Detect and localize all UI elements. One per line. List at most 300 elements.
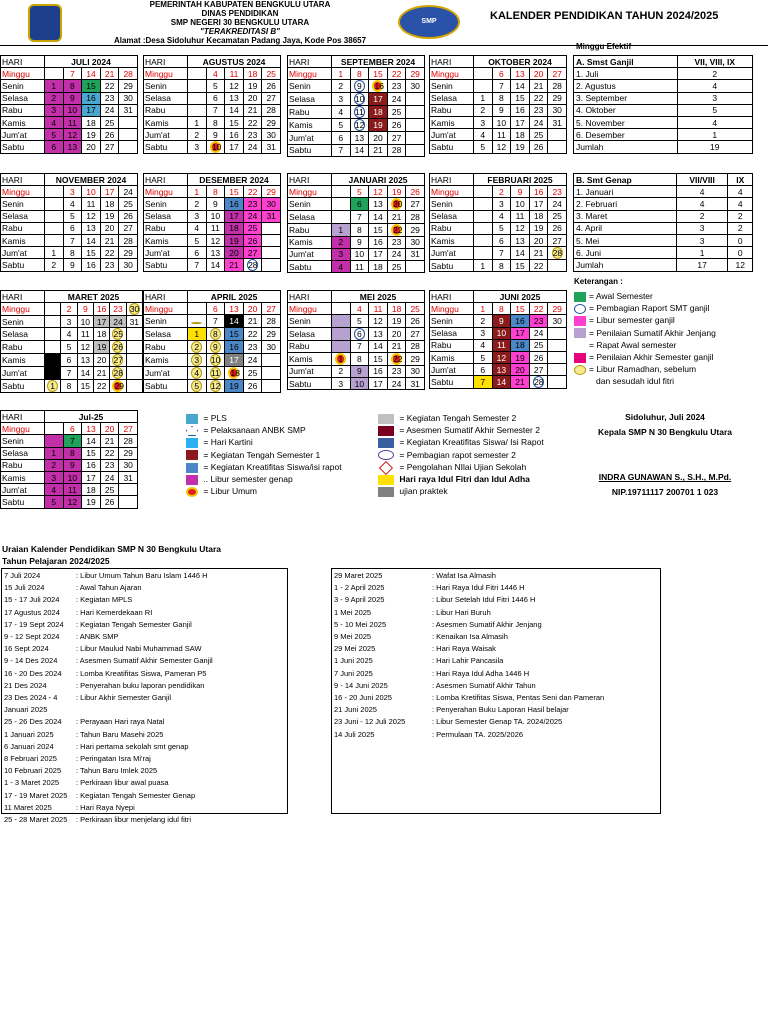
- date-cell: 2: [188, 129, 207, 141]
- date-cell: 19: [529, 222, 548, 234]
- summary-cell: 2: [728, 210, 753, 222]
- date-cell: 8: [63, 447, 82, 459]
- weekday-label: Kamis: [144, 353, 188, 366]
- date-cell: 15: [369, 352, 388, 365]
- date-cell: [350, 80, 369, 93]
- date-cell: 29: [119, 247, 138, 259]
- weekday-label: Rabu: [430, 339, 474, 351]
- date-cell: 16: [225, 129, 244, 141]
- weekday-label: Senin: [1, 198, 45, 210]
- date-cell: 21: [100, 68, 119, 80]
- weekday-label: Sabtu: [430, 141, 474, 153]
- date-cell: 24: [387, 93, 406, 106]
- summary-cell: 6. Juni: [574, 247, 677, 259]
- date-cell: 5: [61, 341, 77, 354]
- date-cell: 5: [63, 210, 82, 222]
- date-cell: 13: [369, 198, 388, 211]
- uraian-date: 1 Mei 2025: [334, 607, 372, 617]
- uraian-date: 16 - 20 Juni 2025: [334, 693, 392, 703]
- date-cell: [126, 380, 142, 393]
- date-cell: [387, 223, 406, 236]
- sign-role: Kepala SMP N 30 Bengkulu Utara: [598, 427, 732, 437]
- date-cell: 12: [369, 315, 388, 327]
- date-cell: 18: [387, 303, 406, 315]
- month-name: OKTOBER 2024: [474, 56, 567, 68]
- legend-item: [378, 461, 544, 473]
- hari-header: HARI: [430, 291, 474, 303]
- date-cell: 29: [548, 303, 567, 315]
- ring-icon: [574, 304, 586, 314]
- uraian-item: [334, 729, 658, 741]
- holiday-dot-icon: 18: [230, 367, 240, 378]
- summary-cell: 4: [728, 198, 753, 210]
- letterhead: [100, 0, 380, 45]
- month-table: [143, 173, 281, 272]
- date-cell: [45, 303, 61, 316]
- date-cell: 17: [225, 353, 244, 366]
- uraian-subtitle: Tahun Pelajaran 2024/2025: [2, 556, 110, 566]
- date-cell: [548, 327, 567, 339]
- keterangan-legend: [574, 290, 716, 388]
- weekday-label: Kamis: [430, 116, 474, 128]
- date-cell: 16: [369, 236, 388, 248]
- date-cell: 30: [262, 129, 281, 141]
- date-cell: [206, 353, 225, 366]
- date-cell: 3: [188, 210, 207, 222]
- date-cell: 14: [82, 234, 101, 246]
- weekday-label: Minggu: [1, 68, 45, 80]
- weekday-label: Senin: [1, 80, 45, 92]
- date-cell: 27: [406, 198, 425, 211]
- month-table: [0, 55, 138, 154]
- month-table: [143, 55, 281, 154]
- uraian-date: 8 Februari 2025: [4, 754, 57, 764]
- uraian-date: 21 Des 2024: [4, 680, 47, 690]
- date-cell: 21: [100, 435, 119, 447]
- month-name: MARET 2025: [45, 291, 143, 303]
- date-cell: [387, 198, 406, 211]
- date-cell: 13: [492, 364, 511, 376]
- date-cell: [188, 80, 207, 92]
- ring-purple-icon: [378, 450, 394, 460]
- weekday-label: Selasa: [288, 211, 332, 223]
- summary-cell: 4: [677, 116, 752, 128]
- weekday-label: Sabtu: [288, 260, 332, 272]
- date-cell: 28: [119, 68, 138, 80]
- date-cell: 21: [529, 80, 548, 92]
- date-cell: [45, 354, 61, 367]
- date-cell: 30: [119, 92, 138, 104]
- date-cell: 15: [511, 303, 530, 315]
- weekday-label: Senin: [1, 435, 45, 447]
- date-cell: 15: [225, 327, 244, 340]
- uraian-desc: : Perkiraan libur awal puasa: [76, 778, 169, 788]
- weekday-label: Sabtu: [1, 380, 45, 393]
- date-cell: 10: [350, 248, 369, 260]
- date-cell: 14: [225, 104, 244, 116]
- swatch-purple: [186, 475, 198, 485]
- date-cell: [206, 340, 225, 353]
- date-cell: [332, 211, 351, 223]
- legend-item: [574, 339, 716, 351]
- uraian-date: 1 - 3 Maret 2025: [4, 778, 60, 788]
- weekday-label: Sabtu: [430, 376, 474, 389]
- weekday-label: Rabu: [1, 222, 45, 234]
- date-cell: [262, 234, 281, 246]
- date-cell: 3: [45, 471, 64, 483]
- uraian-item: [334, 570, 658, 582]
- date-cell: 19: [387, 315, 406, 327]
- date-cell: 31: [119, 104, 138, 116]
- date-cell: [119, 129, 138, 141]
- date-cell: 20: [100, 222, 119, 234]
- date-cell: 25: [387, 260, 406, 272]
- month-table: [0, 290, 143, 393]
- date-cell: 2: [332, 80, 351, 93]
- date-cell: 14: [225, 315, 244, 327]
- date-cell: 3: [474, 327, 493, 339]
- date-cell: 19: [82, 129, 101, 141]
- holiday-dot-icon: [186, 487, 198, 497]
- date-cell: 15: [82, 447, 101, 459]
- date-cell: [332, 352, 351, 365]
- date-cell: 7: [188, 259, 207, 272]
- date-cell: 29: [119, 447, 138, 459]
- date-cell: 23: [387, 365, 406, 377]
- uraian-date: 5 - 10 Mei 2025: [334, 619, 387, 629]
- date-cell: 17: [82, 104, 101, 116]
- date-cell: 24: [243, 141, 262, 154]
- uraian-date: 7 Juni 2025: [334, 668, 373, 678]
- date-cell: 22: [529, 260, 548, 272]
- date-cell: 29: [119, 80, 138, 92]
- date-cell: 13: [350, 132, 369, 144]
- uraian-desc: : Kegiatan Tengah Semester Genap: [76, 790, 196, 800]
- weekday-label: Selasa: [1, 328, 45, 341]
- date-cell: 31: [119, 471, 138, 483]
- date-cell: 30: [406, 80, 425, 93]
- date-cell: [262, 379, 281, 392]
- date-cell: 2: [45, 92, 64, 104]
- uraian-item: [4, 802, 285, 814]
- weekday-label: Sabtu: [288, 144, 332, 156]
- summary-cell: 4: [676, 186, 728, 198]
- swatch-maroon: [378, 426, 394, 436]
- date-cell: 13: [369, 327, 388, 340]
- uraian-date: 9 - 14 Juni 2025: [334, 680, 388, 690]
- swatch-lavender: [574, 328, 586, 338]
- date-cell: [110, 380, 126, 393]
- uraian-item: [334, 655, 658, 667]
- legend-label: = Pembagian Raport SMT ganjil: [589, 303, 710, 314]
- weekday-label: Jum'at: [1, 367, 45, 380]
- uraian-desc: : Hari Raya Idul Fitri 1446 H: [432, 583, 525, 593]
- weekday-label: Senin: [430, 80, 474, 92]
- date-cell: 27: [262, 92, 281, 104]
- date-cell: 16: [82, 459, 101, 471]
- date-cell: 19: [225, 379, 244, 392]
- uraian-desc: : Permulaan TA. 2025/2026: [432, 729, 524, 739]
- date-cell: [548, 247, 567, 260]
- legend-item: [186, 436, 342, 448]
- date-cell: 27: [406, 327, 425, 340]
- date-cell: 9: [350, 236, 369, 248]
- uraian-date: 6 Januari 2024: [4, 741, 54, 751]
- date-cell: 12: [492, 351, 511, 363]
- uraian-item: [4, 680, 285, 692]
- date-cell: [474, 247, 493, 260]
- month-name: Jul-25: [45, 411, 138, 423]
- weekday-label: Senin: [144, 315, 188, 327]
- date-cell: [206, 141, 225, 154]
- date-cell: 29: [406, 352, 425, 365]
- date-cell: 18: [82, 116, 101, 128]
- date-cell: 15: [225, 186, 244, 198]
- date-cell: 12: [77, 341, 93, 354]
- date-cell: 10: [77, 316, 93, 328]
- date-cell: 4: [63, 198, 82, 210]
- date-cell: 13: [206, 247, 225, 259]
- legend-label: = Kegiatan Kreatifitas Siswa/ Isi Rapot: [399, 437, 544, 448]
- uraian-item: [4, 619, 285, 631]
- legend-item: [186, 473, 342, 485]
- swatch-navy: [378, 438, 394, 448]
- weekday-label: Kamis: [288, 236, 332, 248]
- uraian-desc: : ANBK SMP: [76, 632, 119, 642]
- date-cell: 23: [100, 259, 119, 271]
- swatch-teal: [186, 414, 198, 424]
- date-cell: 7: [63, 435, 82, 447]
- uraian-date: 1 Januari 2025: [4, 729, 54, 739]
- date-cell: 29: [262, 186, 281, 198]
- date-cell: [262, 353, 281, 366]
- date-cell: 3: [332, 93, 351, 106]
- date-cell: 26: [243, 379, 262, 392]
- date-cell: 6: [350, 198, 369, 211]
- uraian-date: 23 Des 2024 - 4 Januari 2025: [4, 693, 58, 715]
- month-name: DESEMBER 2024: [188, 174, 281, 186]
- summary-cell: 6. Desember: [574, 129, 678, 141]
- uraian-date: 9 - 12 Sept 2024: [4, 632, 60, 642]
- uraian-desc: : Perayaan Hari raya Natal: [76, 717, 165, 727]
- date-cell: 4: [474, 339, 493, 351]
- date-cell: 17: [225, 210, 244, 222]
- month-name: NOVEMBER 2024: [45, 174, 138, 186]
- month-name: JULI 2024: [45, 56, 138, 68]
- weekday-label: Sabtu: [1, 496, 45, 508]
- date-cell: [45, 423, 64, 435]
- date-cell: 17: [100, 186, 119, 198]
- date-cell: 3: [474, 116, 493, 128]
- date-cell: 1: [188, 186, 207, 198]
- date-cell: 1: [474, 260, 493, 272]
- date-cell: 7: [474, 376, 493, 389]
- date-cell: 3: [45, 104, 64, 116]
- date-cell: 28: [119, 435, 138, 447]
- date-cell: 15: [369, 223, 388, 236]
- date-cell: 30: [119, 459, 138, 471]
- sign-place: Sidoluhur, Juli 2024: [625, 412, 705, 422]
- date-cell: 10: [492, 116, 511, 128]
- uraian-date: 15 - 17 Juli 2024: [4, 595, 60, 605]
- date-cell: 17: [369, 93, 388, 106]
- date-cell: 18: [93, 328, 109, 341]
- date-cell: 3: [332, 377, 351, 389]
- circle-yellow-icon: 11: [210, 367, 220, 378]
- date-cell: 17: [511, 327, 530, 339]
- date-cell: 30: [262, 340, 281, 353]
- date-cell: 13: [63, 141, 82, 153]
- date-cell: 20: [529, 234, 548, 246]
- minggu-efektif-title: Minggu Efektif: [576, 42, 632, 51]
- date-cell: 10: [63, 104, 82, 116]
- date-cell: 27: [243, 247, 262, 259]
- date-cell: 18: [511, 129, 530, 141]
- date-cell: [119, 484, 138, 496]
- date-cell: 14: [369, 211, 388, 223]
- month-name: APRIL 2025: [188, 291, 281, 303]
- uraian-desc: : Hari Raya Nyepi: [76, 802, 135, 812]
- date-cell: 9: [350, 365, 369, 377]
- date-cell: [548, 129, 567, 141]
- date-cell: 31: [406, 377, 425, 389]
- page-title: KALENDER PENDIDIKAN TAHUN 2024/2025: [490, 10, 719, 22]
- date-cell: 21: [529, 247, 548, 260]
- date-cell: 8: [492, 303, 511, 315]
- summary-head: VII, VIII, IX: [677, 56, 752, 68]
- date-cell: 22: [529, 303, 548, 315]
- date-cell: [332, 340, 351, 352]
- date-cell: 14: [350, 144, 369, 156]
- date-cell: 25: [100, 484, 119, 496]
- date-cell: 11: [492, 339, 511, 351]
- date-cell: 24: [243, 210, 262, 222]
- weekday-label: Minggu: [430, 68, 474, 80]
- month-name: JANUARI 2025: [332, 174, 425, 186]
- date-cell: 11: [511, 210, 530, 222]
- ring-icon: 9: [354, 80, 365, 92]
- date-cell: 28: [387, 144, 406, 156]
- date-cell: 27: [119, 423, 138, 435]
- weekday-label: Minggu: [144, 68, 188, 80]
- weekday-label: Jum'at: [1, 129, 45, 141]
- swatch-gray: [378, 487, 394, 497]
- legend-label: ujian praktek: [399, 486, 448, 497]
- date-cell: 25: [548, 210, 567, 222]
- date-cell: 12: [82, 210, 101, 222]
- date-cell: 1: [45, 447, 64, 459]
- date-cell: [45, 210, 64, 222]
- date-cell: 27: [262, 303, 281, 315]
- weekday-label: Kamis: [1, 116, 45, 128]
- legend-label: = Libur Ramadhan, sebelum: [589, 364, 697, 375]
- letterhead-line: DINAS PENDIDIKAN: [201, 9, 279, 18]
- legend-item: [186, 424, 342, 436]
- weekday-label: Selasa: [1, 210, 45, 222]
- uraian-item: [4, 631, 285, 643]
- date-cell: 25: [119, 198, 138, 210]
- date-cell: 19: [387, 186, 406, 198]
- summary-cell: 2. Agustus: [574, 80, 678, 92]
- date-cell: 13: [82, 423, 101, 435]
- weekday-label: Senin: [1, 316, 45, 328]
- date-cell: 25: [529, 339, 548, 351]
- uraian-item: [4, 607, 285, 619]
- hari-header: HARI: [144, 291, 188, 303]
- weekday-label: Jum'at: [144, 247, 188, 259]
- date-cell: 16: [529, 186, 548, 198]
- weekday-label: Minggu: [430, 186, 474, 198]
- date-cell: 6: [206, 92, 225, 104]
- weekday-label: Senin: [144, 198, 188, 210]
- summary-cell: 5. November: [574, 116, 678, 128]
- hari-header: HARI: [288, 291, 332, 303]
- date-cell: 6: [332, 132, 351, 144]
- uraian-item: [334, 607, 658, 619]
- legend-label: = Pembagian rapot semester 2: [399, 449, 516, 460]
- weekday-label: Jum'at: [144, 129, 188, 141]
- weekday-label: Senin: [288, 198, 332, 211]
- date-cell: 26: [119, 210, 138, 222]
- date-cell: 9: [206, 129, 225, 141]
- date-cell: 10: [206, 210, 225, 222]
- holiday-dot-icon: 10: [211, 142, 222, 153]
- date-cell: 29: [406, 68, 425, 80]
- date-cell: 30: [548, 315, 567, 327]
- date-cell: 11: [206, 222, 225, 234]
- date-cell: 22: [93, 380, 109, 393]
- date-cell: 8: [492, 92, 511, 104]
- date-cell: [548, 364, 567, 376]
- date-cell: 24: [529, 116, 548, 128]
- uraian-desc: : Asesmen Sumatif Akhir Semester Ganjil: [76, 656, 213, 666]
- date-cell: 7: [332, 144, 351, 156]
- date-cell: [332, 198, 351, 211]
- month-name: SEPTEMBER 2024: [332, 56, 425, 68]
- circle-yellow-icon: 4: [191, 367, 202, 379]
- date-cell: 9: [492, 315, 511, 327]
- legend-item: [186, 449, 342, 461]
- summary-head: IX: [728, 174, 753, 186]
- date-cell: 17: [93, 316, 109, 328]
- date-cell: 22: [100, 247, 119, 259]
- date-cell: 5: [492, 222, 511, 234]
- date-cell: [206, 327, 225, 340]
- hari-header: HARI: [430, 174, 474, 186]
- uraian-desc: : Wafat Isa Almasih: [432, 571, 496, 580]
- uraian-desc: : Hari Kemerdekaan RI: [76, 607, 153, 617]
- date-cell: 27: [387, 132, 406, 144]
- summary-cell: 4: [728, 186, 753, 198]
- uraian-date: 10 Februari 2025: [4, 766, 62, 776]
- pemkab-logo: [28, 4, 62, 42]
- circle-yellow-icon: 28: [113, 368, 123, 379]
- uraian-date: 17 - 19 Sept 2024: [4, 619, 64, 629]
- date-cell: 1: [188, 327, 207, 340]
- circle-yellow-icon: 3: [191, 354, 202, 366]
- uraian-date: 1 Juni 2025: [334, 656, 373, 666]
- date-cell: 7: [63, 68, 82, 80]
- weekday-label: Minggu: [288, 68, 332, 80]
- date-cell: 23: [243, 340, 262, 353]
- swatch-lightgray: [378, 414, 394, 424]
- summary-cell: 3: [677, 92, 752, 104]
- date-cell: 2: [45, 259, 64, 271]
- uraian-item: [334, 619, 658, 631]
- month-table: [429, 290, 567, 389]
- date-cell: 27: [100, 141, 119, 153]
- uraian-date: 17 - 19 Maret 2025: [4, 790, 68, 800]
